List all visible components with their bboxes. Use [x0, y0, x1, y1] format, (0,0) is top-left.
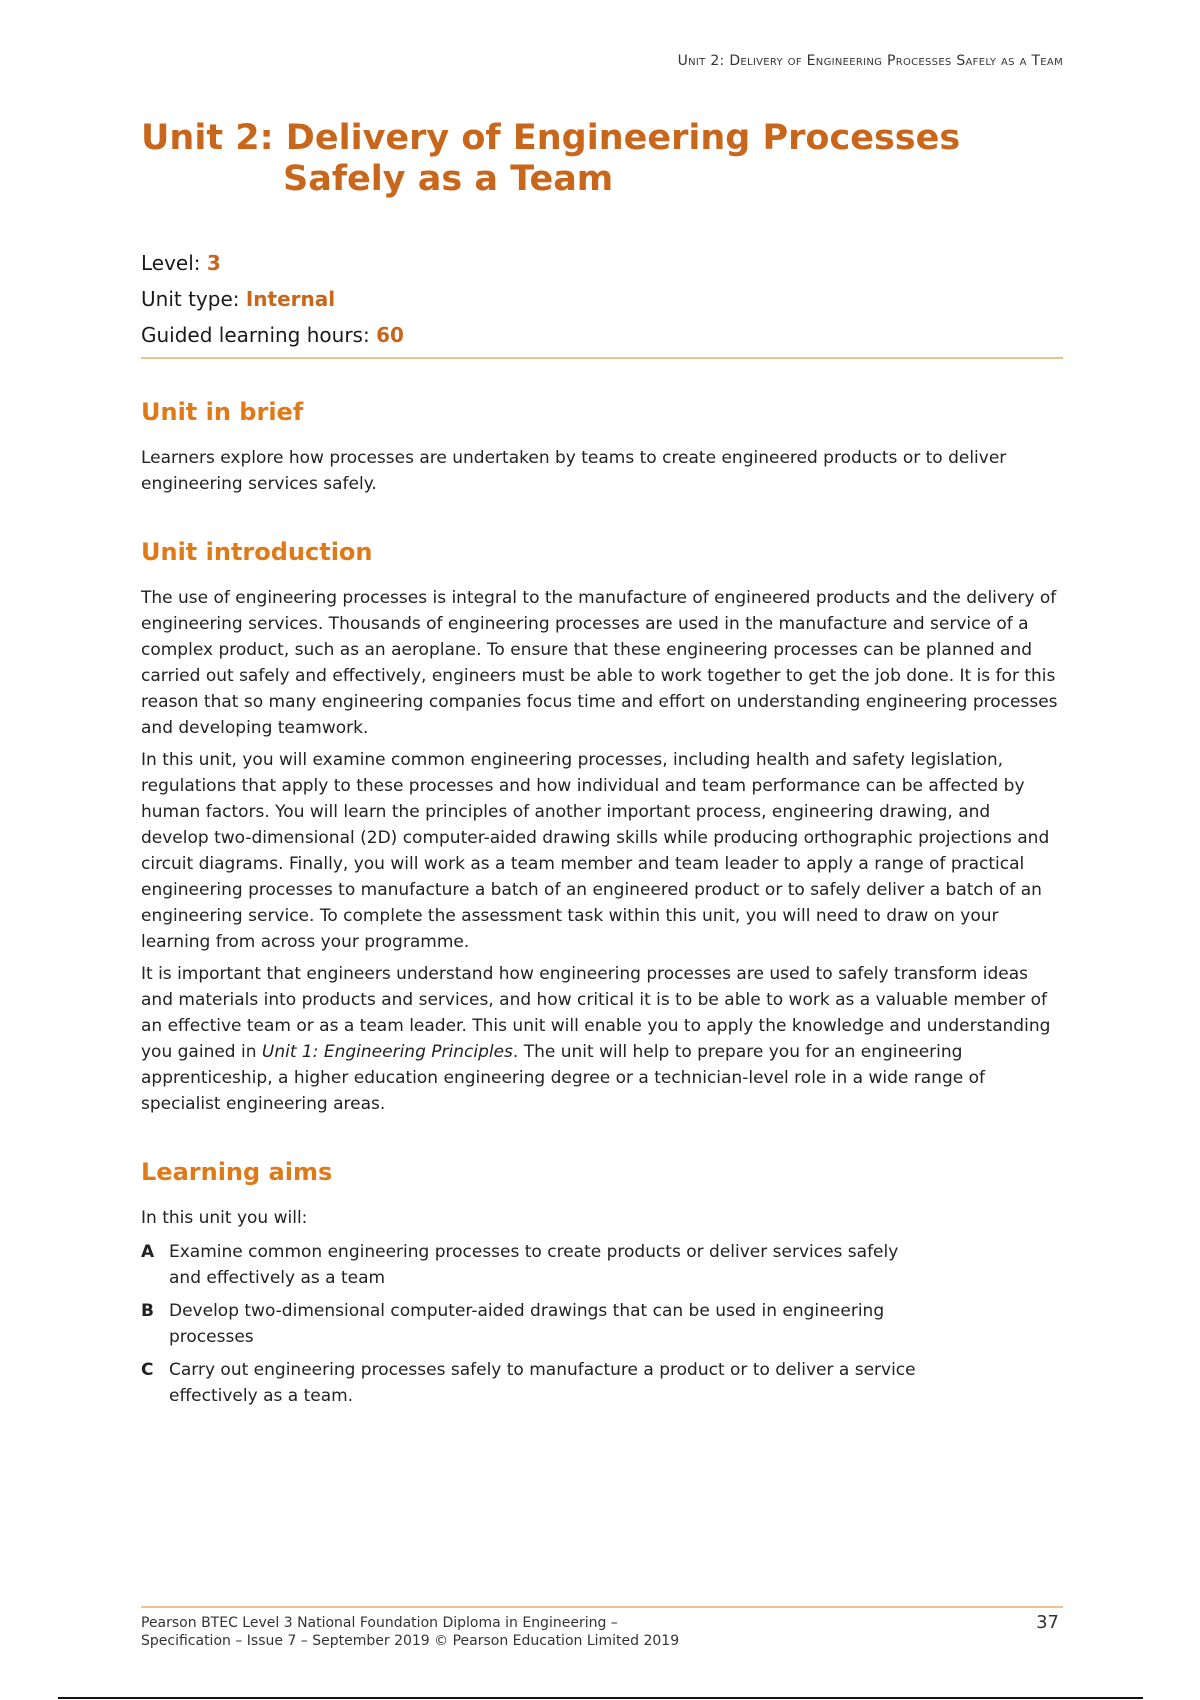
aim-text: Carry out engineering processes safely to manufacture a product or to deliver a service effectively as a team. [169, 1360, 916, 1406]
unit-1-reference: Unit 1: Engineering Principles [261, 1042, 513, 1062]
page-bottom-edge [58, 1697, 1143, 1699]
footer-line-1: Pearson BTEC Level 3 National Foundation Diploma in Engineering – [141, 1615, 618, 1631]
guided-hours-label: Guided learning hours: [141, 323, 370, 347]
aim-letter: C [141, 1360, 154, 1380]
aim-letter: A [141, 1242, 155, 1262]
title-line-2: Safely as a Team [283, 159, 614, 199]
learning-aim-item [141, 1357, 931, 1409]
unit-type-label: Unit type: [141, 287, 240, 311]
unit-in-brief-heading: Unit in brief [141, 398, 304, 426]
intro-p3-text-b: . The unit will help to prepare you for an engineering apprenticeship, a higher education engineering degree or a technician-level role in a wide range of specialist engineering areas. [141, 1042, 985, 1114]
footer-line-2: Specification – Issue 7 – September 2019 © Pearson Education Limited 2019 [141, 1633, 680, 1649]
running-head: Unit 2: Delivery of Engineering Processes Safely as a Team [677, 53, 1063, 69]
aim-text: Examine common engineering processes to create products or deliver services safely and effectively as a team [169, 1242, 899, 1288]
footer-divider [141, 1606, 1063, 1608]
learning-aims-list [141, 1239, 931, 1409]
aim-text: Develop two-dimensional computer-aided drawings that can be used in engineering processes [169, 1301, 885, 1347]
learning-aim-item [141, 1298, 931, 1350]
unit-introduction-heading: Unit introduction [141, 538, 373, 566]
unit-type-value: Internal [245, 287, 336, 311]
unit-type-row [141, 281, 1061, 317]
title-line-1: Unit 2: Delivery of Engineering Processes [141, 118, 961, 158]
learning-aims-lead: In this unit you will: [141, 1208, 308, 1228]
level-row [141, 245, 1061, 281]
learning-aims-section [141, 1157, 1061, 1409]
intro-paragraph-2: In this unit, you will examine common engineering processes, including health and safety legislation, regulations that apply to these processes and how individual and team performance can be affected by human factors. You will learn the principles of another important process, engineering drawing, and develop two-dimensional (2D) computer-aided drawing skills while producing orthographic projections and circuit diagrams. Finally, you will work as a team member and team leader to apply a range of practical engineering processes to manufacture a batch of an engineered product or to safely deliver a batch of an engineering service. To complete the assessment task within this unit, you will need to draw on your learning from across your programme. [141, 750, 1050, 952]
aim-letter: B [141, 1301, 154, 1321]
unit-meta [141, 245, 1061, 353]
meta-divider [141, 357, 1063, 359]
unit-introduction-section [141, 537, 1061, 1117]
guided-hours-value: 60 [376, 323, 404, 347]
intro-paragraph-3 [141, 961, 1061, 1117]
page-number: 37 [1036, 1612, 1059, 1633]
page-footer [141, 1614, 1063, 1650]
learning-aims-heading: Learning aims [141, 1158, 333, 1186]
guided-hours-row [141, 317, 1061, 353]
learning-aim-item [141, 1239, 931, 1291]
level-value: 3 [206, 251, 221, 275]
level-label: Level: [141, 251, 201, 275]
unit-in-brief-section [141, 397, 1061, 497]
page-title [141, 118, 1061, 200]
intro-paragraph-1: The use of engineering processes is integral to the manufacture of engineered products and the delivery of engineering services. Thousands of engineering processes are used in the manufacture and service of a complex product, such as an aeroplane. To ensure that these engineering processes can be planned and carried out safely and effectively, engineers must be able to work together to get the job done. It is for this reason that so many engineering companies focus time and effort on understanding engineering processes and developing teamwork. [141, 588, 1058, 738]
intro-p3-text-a: It is important that engineers understand how engineering processes are used to safely transform ideas and materials into products and services, and how critical it is to be able to work as a valuable member of an effective team or as a team leader. This unit will enable you to apply the knowledge and understanding you gained in [141, 964, 1051, 1062]
unit-in-brief-text: Learners explore how processes are undertaken by teams to create engineered products or to deliver engineering services safely. [141, 448, 1007, 494]
page-content [141, 118, 1061, 1416]
